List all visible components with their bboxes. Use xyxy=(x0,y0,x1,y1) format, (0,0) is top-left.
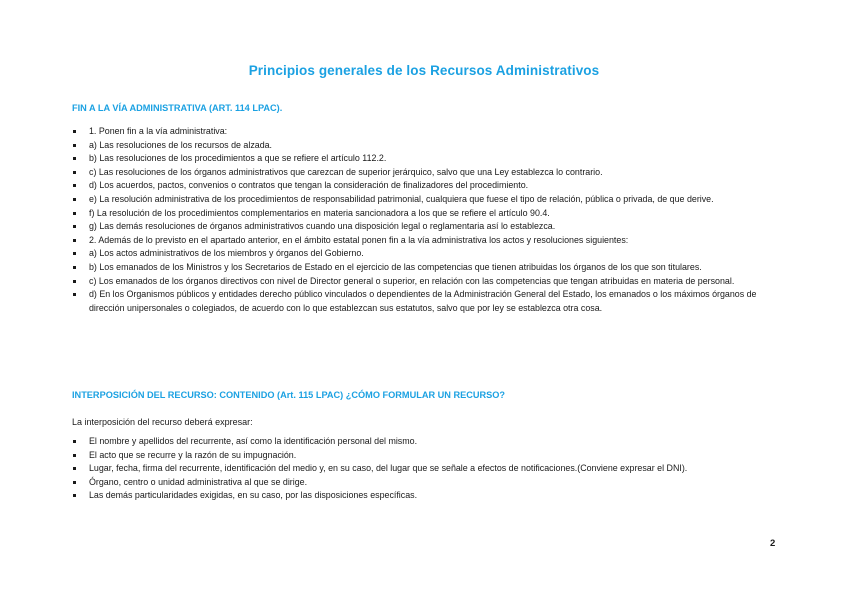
list-item: 2. Además de lo previsto en el apartado anterior, en el ámbito estatal ponen fin a la vía administrativa los actos y resoluciones siguientes: xyxy=(72,234,782,248)
list-item: d) Los acuerdos, pactos, convenios o contratos que tengan la consideración de finalizadores del procedimiento. xyxy=(72,179,782,193)
list-item: Lugar, fecha, firma del recurrente, identificación del medio y, en su caso, del lugar que se señale a efectos de notificaciones.(Conviene expresar el DNI). xyxy=(72,462,782,476)
list-item: b) Los emanados de los Ministros y los Secretarios de Estado en el ejercicio de las competencias que tienen atribuidas los órganos de los que son titulares. xyxy=(72,261,782,275)
page-title: Principios generales de los Recursos Administrativos xyxy=(248,63,600,78)
list-item: b) Las resoluciones de los procedimientos a que se refiere el artículo 112.2. xyxy=(72,152,782,166)
list-item: Las demás particularidades exigidas, en su caso, por las disposiciones específicas. xyxy=(72,489,782,503)
list-fin-via xyxy=(72,125,782,315)
intro-text: La interposición del recurso deberá expresar: xyxy=(72,417,253,427)
list-item: c) Las resoluciones de los órganos administrativos que carezcan de superior jerárquico, salvo que una Ley establezca lo contrario. xyxy=(72,166,782,180)
list-item: El nombre y apellidos del recurrente, así como la identificación personal del mismo. xyxy=(72,435,782,449)
list-item: Órgano, centro o unidad administrativa al que se dirige. xyxy=(72,476,782,490)
list-item: a) Los actos administrativos de los miembros y órganos del Gobierno. xyxy=(72,247,782,261)
list-item: a) Las resoluciones de los recursos de alzada. xyxy=(72,139,782,153)
list-item: c) Los emanados de los órganos directivos con nivel de Director general o superior, en relación con las competencias que tengan atribuidas en materia de personal. xyxy=(72,275,782,289)
section-heading-fin-via: FIN A LA VÍA ADMINISTRATIVA (ART. 114 LPAC). xyxy=(72,103,283,113)
list-item: f) La resolución de los procedimientos complementarios en materia sancionadora a los que se refiere el artículo 90.4. xyxy=(72,207,782,221)
list-item: e) La resolución administrativa de los procedimientos de responsabilidad patrimonial, cualquiera que fuese el tipo de relación, pública o privada, de que derive. xyxy=(72,193,782,207)
list-item: d) En los Organismos públicos y entidades derecho público vinculados o dependientes de la Administración General del Estado, los emanados o los máximos órganos de dirección unipersonales o colegiados, de acuerdo con lo que establezcan sus estatutos, salvo que por ley se establezca otra cosa. xyxy=(72,288,782,315)
list-item: g) Las demás resoluciones de órganos administrativos cuando una disposición legal o reglamentaria así lo establezca. xyxy=(72,220,782,234)
list-item: El acto que se recurre y la razón de su impugnación. xyxy=(72,449,782,463)
section-heading-interposicion: INTERPOSICIÓN DEL RECURSO: CONTENIDO (Art. 115 LPAC) ¿CÓMO FORMULAR UN RECURSO? xyxy=(72,390,506,400)
list-interposicion xyxy=(72,435,782,503)
list-item: 1. Ponen fin a la vía administrativa: xyxy=(72,125,782,139)
page-number: 2 xyxy=(770,538,776,549)
